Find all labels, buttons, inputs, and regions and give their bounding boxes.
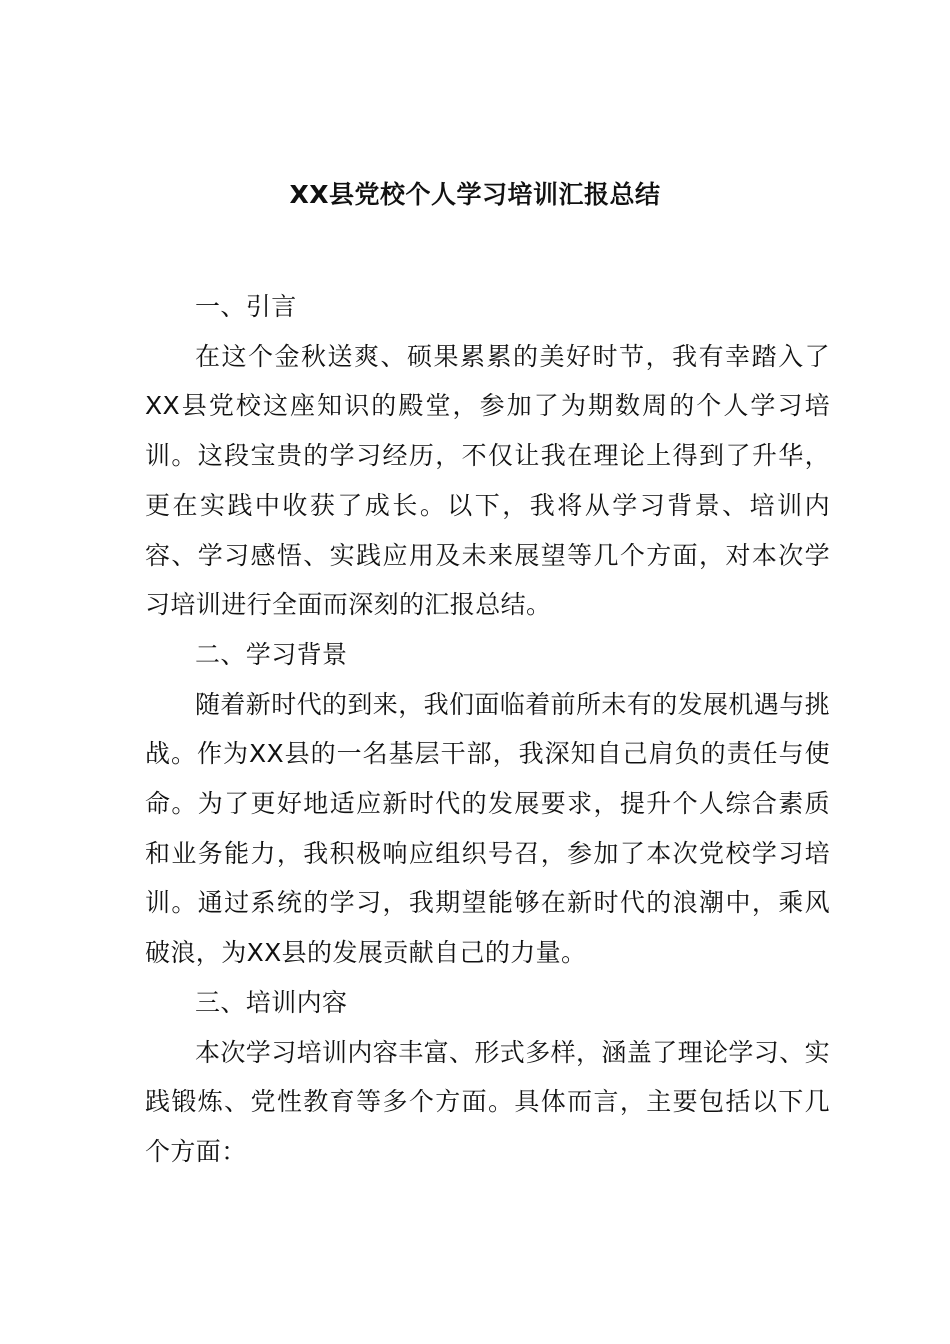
document-body <box>145 282 830 1177</box>
section-heading-training-content: 三、培训内容 <box>195 987 348 1017</box>
paragraph-training-content: 本次学习培训内容丰富、形式多样，涵盖了理论学习、实践锻炼、党性教育等多个方面。具体而言，主要包括以下几个方面： <box>145 1037 831 1166</box>
document-title: XX县党校个人学习培训汇报总结 <box>289 179 661 209</box>
section-heading-introduction: 一、引言 <box>195 292 297 321</box>
paragraph-background: 随着新时代的到来，我们面临着前所未有的发展机遇与挑战。作为XX县的一名基层干部，我深知自己肩负的责任与使命。为了更好地适应新时代的发展要求，提升个人综合素质和业务能力，我积极响应组织号召，参加了本次党校学习培训。通过系统的学习，我期望能够在新时代的浪潮中，乘风破浪，为XX县的发展贡献自己的力量。 <box>145 689 831 968</box>
section-heading-background: 二、学习背景 <box>195 639 348 669</box>
paragraph-introduction: 在这个金秋送爽、硕果累累的美好时节，我有幸踏入了XX县党校这座知识的殿堂，参加了为期数周的个人学习培训。这段宝贵的学习经历，不仅让我在理论上得到了升华，更在实践中收获了成长。以下，我将从学习背景、培训内容、学习感悟、实践应用及未来展望等几个方面，对本次学习培训进行全面而深刻的汇报总结。 <box>145 341 830 620</box>
